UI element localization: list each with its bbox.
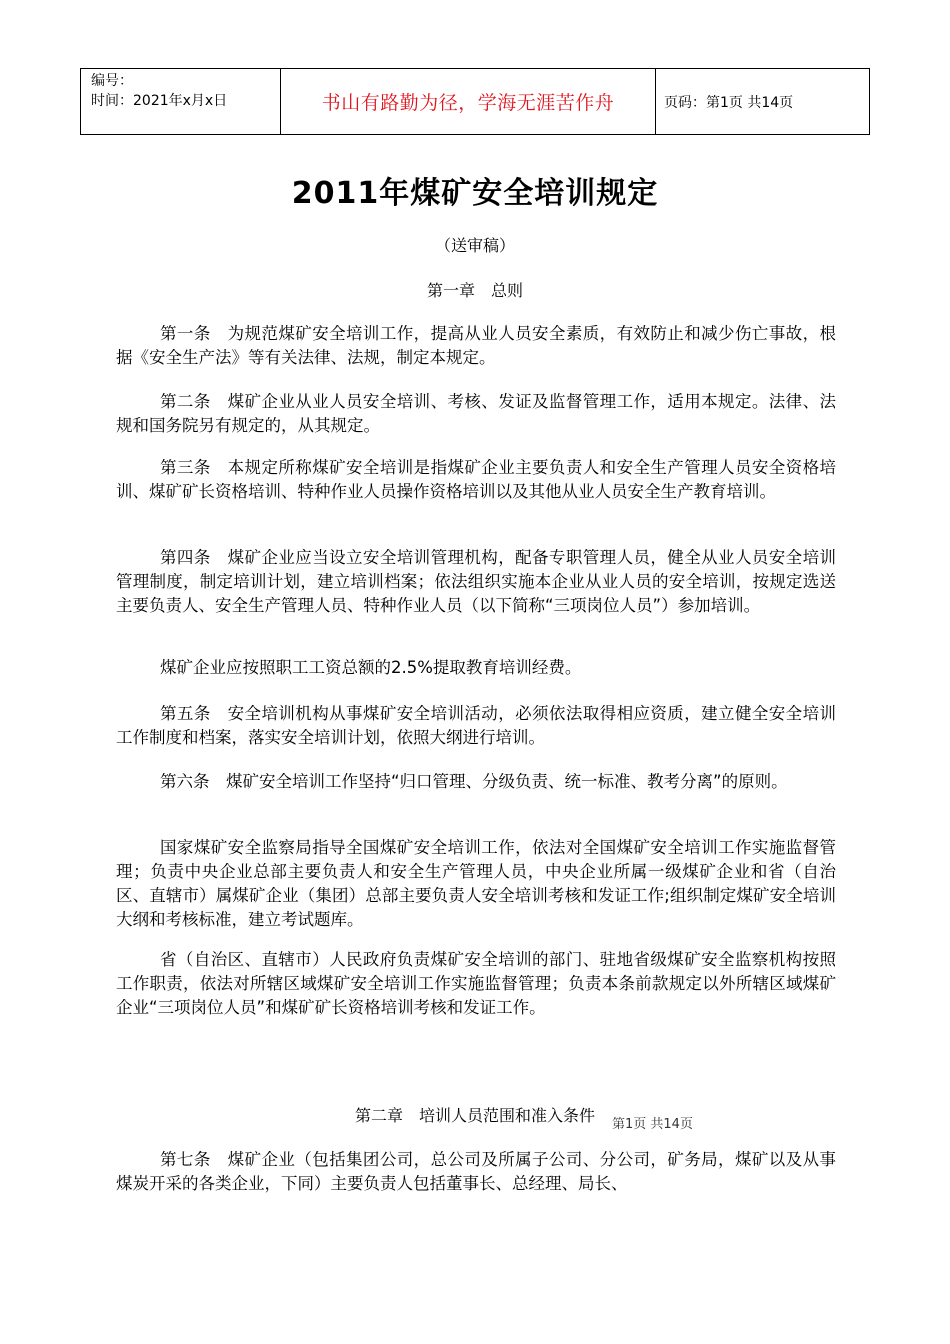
motto-cell: [281, 69, 656, 134]
document-subtitle: （送审稿）: [434, 236, 515, 255]
article-paragraph: 第四条 煤矿企业应当设立安全培训管理机构，配备专职管理人员，健全从业人员安全培训管理制度，制定培训计划，建立培训档案；依法组织实施本企业从业人员的安全培训，按规定选送主要负责人、安全生产管理人员、特种作业人员（以下简称“三项岗位人员”）参加培训。: [116, 548, 836, 615]
motto-text: 书山有路勤为径，学海无涯苦作舟: [321, 92, 615, 114]
chapter-heading: 第一章 总则: [426, 281, 523, 300]
chapter-heading: 第二章 培训人员范围和准入条件: [354, 1106, 595, 1125]
header-meta-cell: [81, 69, 281, 134]
article-paragraph: 第一条 为规范煤矿安全培训工作，提高从业人员安全素质，有效防止和减少伤亡事故，根据《安全生产法》等有关法律、法规，制定本规定。: [116, 324, 836, 367]
article-paragraph: 第五条 安全培训机构从事煤矿安全培训活动，必须依法取得相应资质，建立健全安全培训工作制度和档案，落实安全培训计划，依照大纲进行培训。: [116, 704, 836, 747]
header-table: [80, 68, 870, 135]
page-footer: 第1页 共14页: [612, 1117, 693, 1132]
article-paragraph: 第三条 本规定所称煤矿安全培训是指煤矿企业主要负责人和安全生产管理人员安全资格培训、煤矿矿长资格培训、特种作业人员操作资格培训以及其他从业人员安全生产教育培训。: [116, 458, 836, 501]
page-info-cell: [656, 69, 869, 134]
date-label: 时间：2021年x月x日: [91, 93, 228, 109]
article-paragraph: 国家煤矿安全监察局指导全国煤矿安全培训工作，依法对全国煤矿安全培训工作实施监督管理；负责中央企业总部主要负责人和安全生产管理人员，中央企业所属一级煤矿企业和省（自治区、直辖市）属煤矿企业（集团）总部主要负责人安全培训考核和发证工作;组织制定煤矿安全培训大纲和考核标准，建立考试题库。: [116, 838, 836, 929]
article-paragraph: 第二条 煤矿企业从业人员安全培训、考核、发证及监督管理工作，适用本规定。法律、法规和国务院另有规定的，从其规定。: [116, 392, 836, 435]
document-title: 2011年煤矿安全培训规定: [291, 176, 659, 211]
article-paragraph: 煤矿企业应按照职工工资总额的2.5%提取教育培训经费。: [160, 658, 582, 677]
article-paragraph: 第六条 煤矿安全培训工作坚持“归口管理、分级负责、统一标准、教考分离”的原则。: [160, 772, 788, 791]
number-label: 编号：: [91, 73, 133, 89]
article-paragraph: 省（自治区、直辖市）人民政府负责煤矿安全培训的部门、驻地省级煤矿安全监察机构按照工作职责，依法对所辖区域煤矿安全培训工作实施监督管理；负责本条前款规定以外所辖区域煤矿企业“三项岗位人员”和煤矿矿长资格培训考核和发证工作。: [116, 950, 836, 1017]
article-paragraph: 第七条 煤矿企业（包括集团公司，总公司及所属子公司、分公司，矿务局，煤矿以及从事煤炭开采的各类企业，下同）主要负责人包括董事长、总经理、局长、: [116, 1150, 836, 1193]
page-label: 页码：第1页 共14页: [664, 94, 794, 111]
